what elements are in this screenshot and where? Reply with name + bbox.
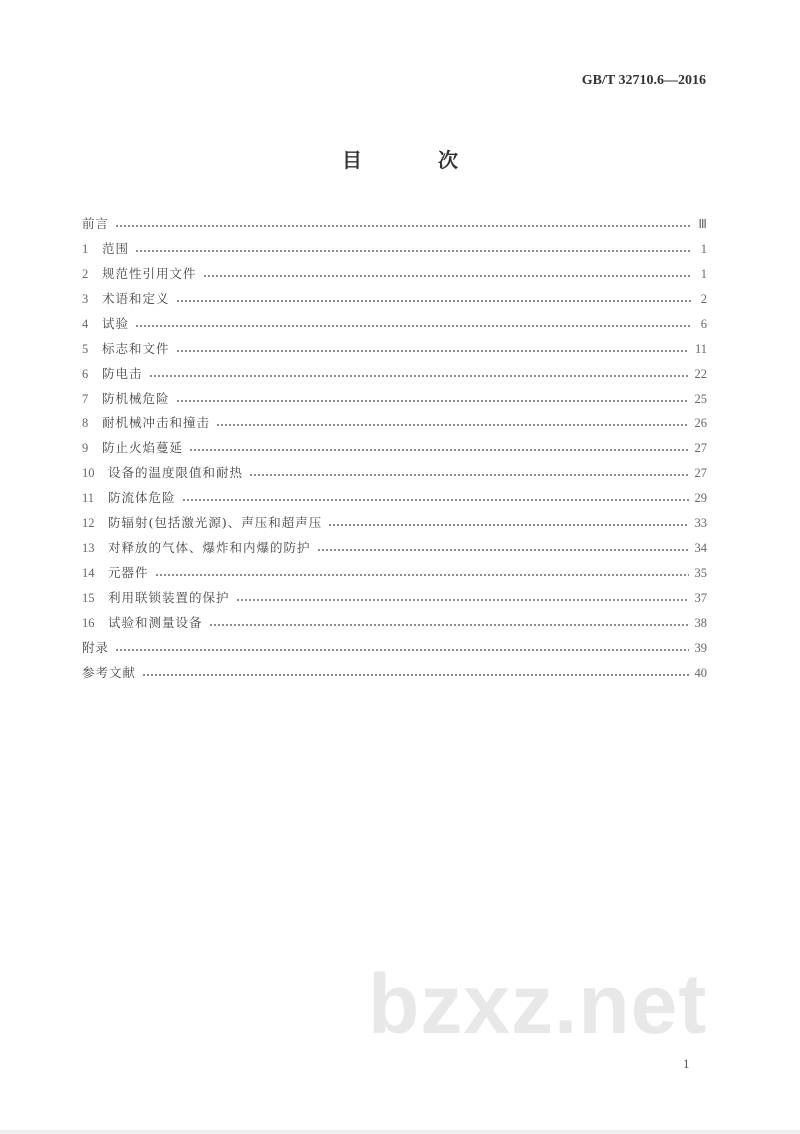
dot-leader xyxy=(142,673,688,677)
toc-entry-number: 16 xyxy=(82,615,95,630)
dot-leader xyxy=(216,423,688,427)
dot-leader xyxy=(155,573,689,577)
table-of-contents xyxy=(82,207,707,681)
toc-entry-number: 1 xyxy=(82,241,89,256)
toc-entry[interactable] xyxy=(82,257,707,282)
toc-entry-label: 对释放的气体、爆炸和内爆的防护 xyxy=(108,540,311,556)
toc-entry[interactable] xyxy=(82,456,707,481)
dot-leader xyxy=(209,623,689,627)
dot-leader xyxy=(115,224,691,228)
toc-entry[interactable] xyxy=(82,382,707,407)
toc-entry-number: 5 xyxy=(82,341,89,356)
toc-entry-label: 防机械危险 xyxy=(102,390,170,406)
page-edge xyxy=(0,1130,800,1134)
standard-number: GB/T 32710.6—2016 xyxy=(581,73,706,88)
toc-entry-label: 防流体危险 xyxy=(108,490,176,506)
toc-entry[interactable] xyxy=(82,581,707,606)
dot-leader xyxy=(135,324,691,328)
dot-leader xyxy=(176,399,689,403)
toc-entry-label: 元器件 xyxy=(108,565,149,581)
toc-entry-page: 26 xyxy=(694,416,707,431)
toc-entry[interactable] xyxy=(82,332,707,357)
toc-entry-number: 10 xyxy=(82,466,95,481)
toc-entry-page: 39 xyxy=(694,640,707,655)
toc-entry-page: 29 xyxy=(694,491,707,506)
dot-leader xyxy=(176,349,689,353)
page-title: 目 次 xyxy=(342,148,486,172)
toc-entry[interactable] xyxy=(82,656,707,681)
toc-entry[interactable] xyxy=(82,481,707,506)
toc-entry-label: 范围 xyxy=(102,240,130,256)
toc-entry[interactable] xyxy=(82,207,707,232)
toc-entry[interactable] xyxy=(82,407,707,432)
watermark-logo: bzxz.net xyxy=(368,957,708,1051)
toc-entry-page: 22 xyxy=(694,366,707,381)
toc-entry-label: 前言 xyxy=(82,215,110,231)
toc-entry-page: 35 xyxy=(694,566,707,581)
toc-entry-page: 1 xyxy=(700,266,707,281)
toc-entry-number: 12 xyxy=(82,516,95,531)
dot-leader xyxy=(249,473,688,477)
toc-entry-page: 27 xyxy=(694,441,707,456)
toc-entry-number: 4 xyxy=(82,316,89,331)
page-number: 1 xyxy=(683,1056,690,1071)
toc-entry-number: 15 xyxy=(82,591,95,605)
toc-entry-label: 标志和文件 xyxy=(102,340,170,356)
toc-entry-number: 9 xyxy=(82,441,89,456)
toc-entry-page: 33 xyxy=(694,516,707,531)
toc-entry-page: 2 xyxy=(700,291,707,306)
toc-entry-number: 8 xyxy=(82,416,89,431)
toc-entry-label: 利用联锁装置的保护 xyxy=(108,590,230,605)
toc-entry-page: 38 xyxy=(694,615,707,630)
toc-entry[interactable] xyxy=(82,431,707,456)
toc-entry-number: 2 xyxy=(82,266,89,281)
toc-entry-label: 设备的温度限值和耐热 xyxy=(108,465,244,481)
toc-entry[interactable] xyxy=(82,631,707,656)
toc-entry-page: 6 xyxy=(700,316,707,331)
dot-leader xyxy=(135,249,691,253)
toc-entry[interactable] xyxy=(82,282,707,307)
toc-entry-label: 试验和测量设备 xyxy=(108,614,203,630)
toc-entry-page: 25 xyxy=(694,391,707,406)
dot-leader xyxy=(176,299,691,303)
toc-entry-number: 11 xyxy=(82,491,95,506)
dot-leader xyxy=(115,648,688,652)
toc-entry-label: 防电击 xyxy=(102,365,143,381)
toc-entry-number: 6 xyxy=(82,366,89,381)
toc-entry[interactable] xyxy=(82,531,707,556)
toc-entry-label: 防止火焰蔓延 xyxy=(102,440,184,456)
toc-entry-page: 27 xyxy=(694,466,707,481)
dot-leader xyxy=(317,548,689,552)
toc-entry-number: 13 xyxy=(82,541,95,556)
toc-entry-label: 参考文献 xyxy=(82,664,137,680)
dot-leader xyxy=(328,523,688,527)
toc-entry-label: 术语和定义 xyxy=(102,290,170,306)
toc-entry-page: 37 xyxy=(694,591,707,605)
dot-leader xyxy=(149,374,689,378)
toc-entry-label: 耐机械冲击和撞击 xyxy=(102,415,211,431)
dot-leader xyxy=(236,598,689,602)
toc-entry-label: 规范性引用文件 xyxy=(102,265,197,281)
toc-entry-number: 7 xyxy=(82,391,89,406)
toc-entry-page: Ⅲ xyxy=(698,216,707,231)
toc-entry[interactable] xyxy=(82,556,707,581)
dot-leader xyxy=(189,448,688,452)
dot-leader xyxy=(182,498,689,502)
toc-entry-number: 3 xyxy=(82,291,89,306)
toc-entry-number: 14 xyxy=(82,566,95,581)
toc-entry-label: 防辐射(包括激光源)、声压和超声压 xyxy=(108,515,323,531)
toc-entry-label: 附录 xyxy=(82,639,110,655)
toc-entry[interactable] xyxy=(82,506,707,531)
toc-entry-page: 11 xyxy=(694,341,707,356)
toc-entry-page: 34 xyxy=(694,541,707,556)
dot-leader xyxy=(203,274,691,278)
toc-entry[interactable] xyxy=(82,307,707,332)
toc-entry[interactable] xyxy=(82,606,707,631)
toc-entry-page: 1 xyxy=(700,241,707,256)
toc-entry[interactable] xyxy=(82,357,707,382)
toc-entry-label: 试验 xyxy=(102,315,130,331)
toc-entry-page: 40 xyxy=(694,665,707,680)
toc-entry[interactable] xyxy=(82,232,707,257)
